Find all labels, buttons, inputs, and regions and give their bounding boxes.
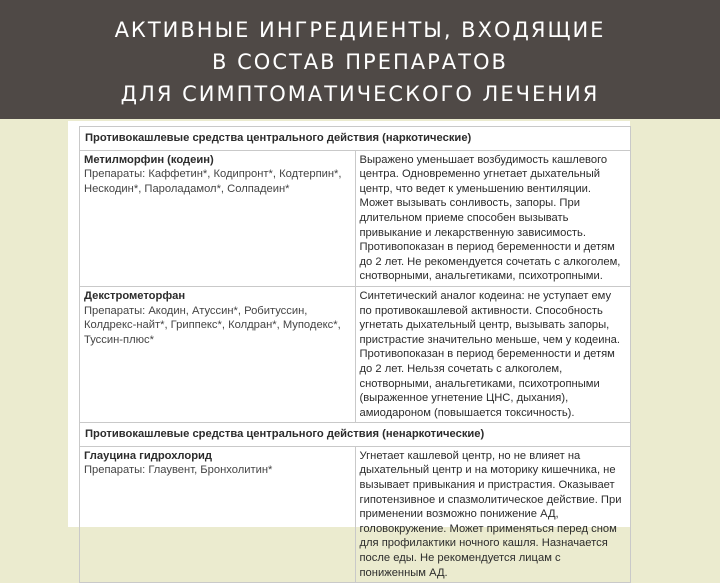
drug-preparations: Препараты: Каффетин*, Кодипронт*, Кодтерпин*, Нескодин*, Пароладамол*, Солпадеин* bbox=[84, 168, 342, 195]
drug-cell bbox=[80, 150, 356, 286]
drug-name: Декстрометорфан bbox=[84, 289, 186, 302]
drug-cell bbox=[80, 446, 356, 582]
drug-description: Выражено уменьшает возбудимость кашлевого центра. Одновременно угнетает дыхательный центр, что ведет к уменьшению вентиляции. Может вызывать сонливость, запоры. При длительном приеме способен вызывать привыкание и лекарственную зависимость. Противопоказан в период беременности и детям до 2 лет. Не рекомендуется сочетать с алкоголем, снотворными, анальгетиками, психотропными. bbox=[355, 150, 631, 286]
section-title-non-narcotic: Противокашлевые средства центрального действия (ненаркотические) bbox=[80, 423, 631, 447]
title-line-3: ДЛЯ СИМПТОМАТИЧЕСКОГО ЛЕЧЕНИЯ bbox=[120, 82, 600, 106]
drug-name: Метилморфин (кодеин) bbox=[84, 153, 214, 166]
section-title-narcotic: Противокашлевые средства центрального действия (наркотические) bbox=[80, 127, 631, 151]
drug-preparations: Препараты: Глаувент, Бронхолитин* bbox=[84, 464, 273, 477]
table-row bbox=[80, 446, 631, 582]
section-header-row bbox=[80, 127, 631, 151]
drug-description: Угнетает кашлевой центр, но не влияет на дыхательный центр и на моторику кишечника, не вызывает привыкания и пристрастия. Оказывает гипотензивное и спазмолитическое действие. При применении возможно понижение АД, головокружение. Может применяться перед сном для профилактики ночного кашля. Назначается после еды. Не рекомендуется лицам с пониженным АД. bbox=[355, 446, 631, 582]
title-line-2: В СОСТАВ ПРЕПАРАТОВ bbox=[212, 50, 508, 74]
table-row bbox=[80, 286, 631, 422]
drug-name: Глауцина гидрохлорид bbox=[84, 449, 213, 462]
title-line-1: АКТИВНЫЕ ИНГРЕДИЕНТЫ, ВХОДЯЩИЕ bbox=[114, 18, 606, 42]
section-header-row bbox=[80, 423, 631, 447]
table-row bbox=[80, 150, 631, 286]
drug-table bbox=[79, 126, 631, 583]
drug-cell bbox=[80, 286, 356, 422]
slide-title bbox=[0, 0, 720, 119]
drug-description: Синтетический аналог кодеина: не уступает ему по противокашлевой активности. Способность угнетать дыхательный центр, вызывать запоры, пристрастие значительно меньше, чем у кодеина. Противопоказан в период беременности и детям до 2 лет. Нельзя сочетать с алкоголем, снотворными, анальгетиками, психотропными (выраженное угнетение ЦНС, дыхания), амиодароном (повышается токсичность). bbox=[355, 286, 631, 422]
drug-table-image bbox=[68, 121, 630, 579]
drug-preparations: Препараты: Акодин, Атуссин*, Робитуссин, Колдрекс-найт*, Гриппекс*, Колдран*, Муподекс*, Туссин-плюс* bbox=[84, 304, 341, 346]
